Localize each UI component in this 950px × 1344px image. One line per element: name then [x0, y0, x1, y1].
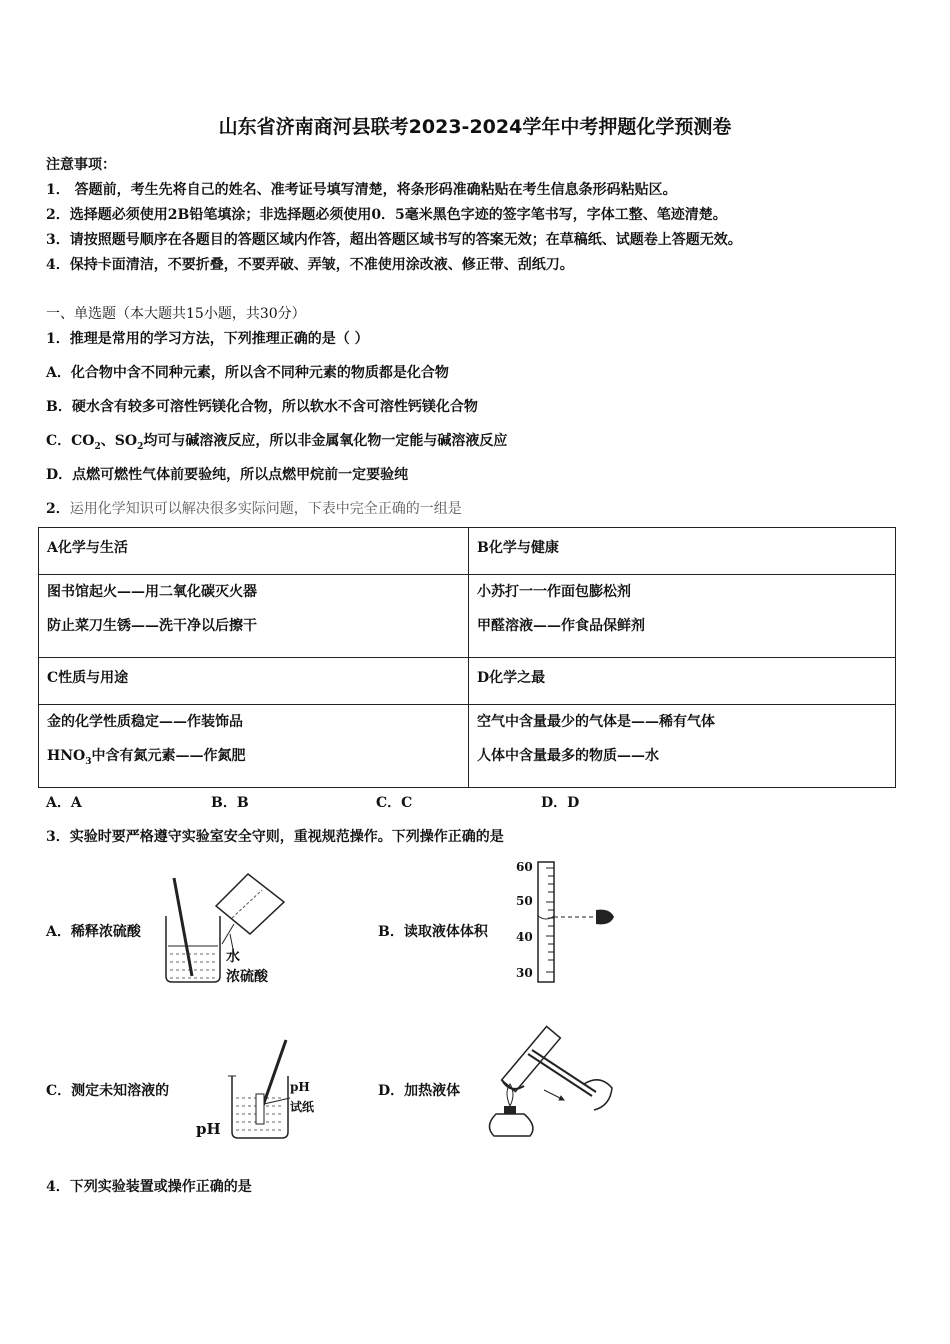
q2-option-b: B．B	[211, 795, 249, 811]
q3-option-c-ph: pH	[196, 1120, 221, 1138]
q2-option-a: A．A	[46, 795, 82, 811]
notice-item-1: 1． 答题前，考生先将自己的姓名、准考证号填写清楚，将条形码准确粘贴在考生信息条形码粘贴区。	[46, 182, 677, 198]
heating-liquid-figure	[472, 1014, 622, 1144]
label-conc-acid: 浓硫酸	[226, 969, 268, 985]
q1-c-post: 均可与碱溶液反应，所以非金属氧化物一定能与碱溶液反应	[143, 433, 508, 449]
notice-item-3: 3．请按照题号顺序在各题目的答题区域内作答，超出答题区域书写的答案无效；在草稿纸、试题卷上答题无效。	[46, 232, 742, 248]
notice-heading: 注意事项：	[46, 157, 116, 173]
q2-stem	[46, 498, 462, 518]
cell-b-head: B化学与健康	[469, 528, 896, 575]
cell-a-line-1: 图书馆起火——用二氧化碳灭火器	[47, 584, 257, 600]
notice-item-2: 2．选择题必须使用2B铅笔填涂；非选择题必须使用0．5毫米黑色字迹的签字笔书写，字体工整、笔迹清楚。	[46, 207, 727, 223]
cell-c-line-1: 金的化学性质稳定——作装饰品	[47, 714, 243, 730]
section-heading: 一、单选题（本大题共15小题，共30分）	[46, 306, 306, 322]
tick-60: 60	[516, 860, 533, 874]
q2-stem-text: 运用化学知识可以解决很多实际问题，下表中完全正确的一组是	[69, 501, 462, 517]
tick-50: 50	[516, 894, 533, 908]
q1-option-d: D．点燃可燃性气体前要验纯，所以点燃甲烷前一定要验纯	[46, 467, 409, 483]
tick-40: 40	[516, 930, 533, 944]
q3-option-d: D．加热液体	[378, 1083, 461, 1099]
q4-stem: 4．下列实验装置或操作正确的是	[46, 1179, 252, 1195]
cell-d-line-2: 人体中含量最多的物质——水	[477, 748, 659, 764]
q2-option-d: D．D	[541, 795, 580, 811]
hno3-pre: HNO	[47, 748, 86, 764]
label-water: 水	[226, 949, 240, 965]
q3-stem: 3．实验时要严格遵守实验室安全守则，重视规范操作。下列操作正确的是	[46, 829, 504, 845]
q3-option-c: C．测定未知溶液的	[46, 1083, 170, 1099]
q1-stem: 1．推理是常用的学习方法，下列推理正确的是（ ）	[46, 331, 369, 347]
cell-b-line-1: 小苏打一一作面包膨松剂	[477, 584, 631, 600]
cell-c-body	[39, 705, 469, 788]
cell-a-head: A化学与生活	[39, 528, 469, 575]
hno3-post: 中含有氮元素——作氮肥	[91, 748, 246, 764]
cell-d-line-1: 空气中含量最少的气体是——稀有气体	[477, 714, 715, 730]
page-title: 山东省济南商河县联考2023-2024学年中考押题化学预测卷	[218, 116, 732, 138]
cell-b-body	[469, 575, 896, 658]
q1-c-sub1: 2	[94, 441, 101, 452]
q1-option-a: A．化合物中含不同种元素，所以含不同种元素的物质都是化合物	[46, 365, 449, 381]
cell-c-line-2	[47, 739, 460, 779]
q1-option-b: B．硬水含有较多可溶性钙镁化合物，所以软水不含可溶性钙镁化合物	[46, 399, 478, 415]
q3-option-b: B．读取液体体积	[378, 924, 488, 940]
q2-option-c: C．C	[376, 795, 413, 811]
cell-a-body	[39, 575, 469, 658]
label-test-paper: 试纸	[290, 1100, 315, 1114]
ph-test-figure	[222, 1034, 332, 1142]
q1-option-c	[46, 430, 507, 452]
label-ph: pH	[290, 1080, 310, 1094]
cell-d-head: D化学之最	[469, 658, 896, 705]
cell-d-body	[469, 705, 896, 788]
cell-c-head: C性质与用途	[39, 658, 469, 705]
q2-options	[46, 792, 706, 812]
tick-30: 30	[516, 966, 533, 980]
q1-c-sub2: 2	[137, 441, 144, 452]
q1-c-mid: 、SO	[100, 433, 138, 449]
hno3-sub: 3	[85, 756, 92, 767]
cell-b-line-2: 甲醛溶液——作食品保鲜剂	[477, 618, 645, 634]
q1-c-pre: C．CO	[46, 433, 95, 449]
q3-option-a: A．稀释浓硫酸	[46, 924, 141, 940]
q2-table	[38, 527, 896, 788]
cell-a-line-2: 防止菜刀生锈——洗干净以后擦干	[47, 618, 257, 634]
q2-number: 2．	[46, 501, 70, 517]
notice-item-4: 4．保持卡面清洁，不要折叠，不要弄破、弄皱，不准使用涂改液、修正带、刮纸刀。	[46, 257, 574, 273]
